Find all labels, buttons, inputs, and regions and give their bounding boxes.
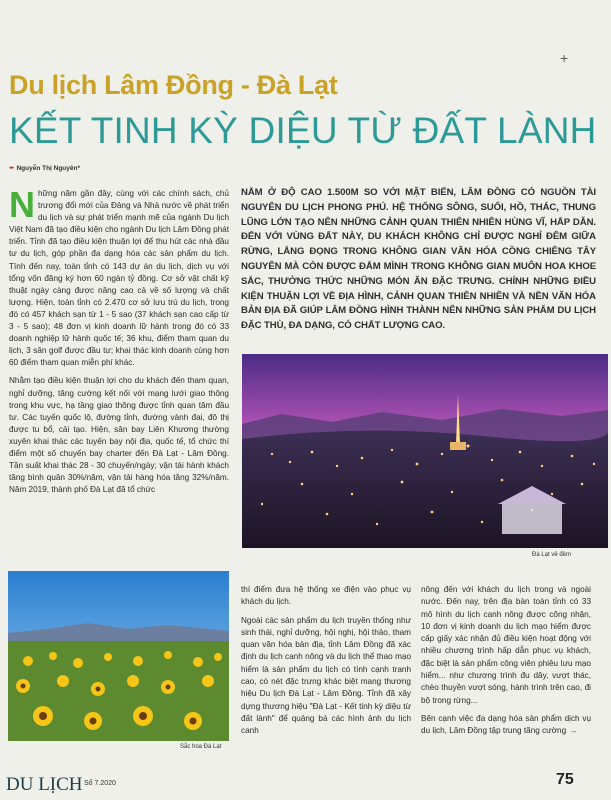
article-subtitle: KẾT TINH KỲ DIỆU TỪ ĐẤT LÀNH: [9, 110, 597, 151]
paragraph: Những năm gần đây, cùng với các chính sách, chủ trương đổi mới của Đảng và Nhà nước về phát triển du lịch và sự phát triển mạnh mẽ của ngành Du lịch Việt Nam đã tạo điều kiện cho ngành Du lịch Lâm Đồng phát triển. Tỉnh đã tạo điều kiện thuận lợi để thu hút các nhà đầu tư du lịch, góp phần đa dạng hóa các sản phẩm du lịch. Tính đến nay, toàn tỉnh có 143 dự án du lịch, dịch vụ với tổng vốn đăng ký hơn 60 ngàn tỷ đồng. Cơ sở vật chất kỹ thuật ngày càng được nâng cao cả về số lượng và chất lượng. Hiện, toàn tỉnh có 2.470 cơ sở lưu trú du lịch, trong đó có 457 khách sạn từ 1 - 5 sao (37 khách sạn cao cấp từ 3 - 5 sao); 48 đơn vị kinh doanh lữ hành trong đó có 33 doanh nghiệp lữ hành quốc tế; 36 khu, điểm tham quan du lịch, 3 sân golf được đầu tư; khai thác kinh doanh cùng hơn 60 điểm tham quan miễn phí khác.: [9, 184, 229, 368]
pen-icon: ✒: [9, 165, 15, 172]
paragraph: Bên cạnh việc đa dạng hóa sản phẩm dịch vụ du lịch, Lâm Đồng tập trung tăng cường →: [421, 713, 591, 736]
paragraph: Ngoài các sản phẩm du lịch truyền thống như sinh thái, nghỉ dưỡng, hội nghị, hội thảo, tham quan văn hóa bản địa, tỉnh Lâm Đồng đã xác định du lịch canh nông và du lịch thể thao mạo hiểm là sản phẩm du lịch có tính cạnh tranh cao, có nét đặc trưng khác biệt mang thương hiệu Du lịch Đà Lạt - Lâm Đồng. Tỉnh đã xây dựng thương hiệu "Đà Lạt - Kết tinh kỳ diệu từ đất lành" để quảng bá các hình ảnh du lịch canh: [241, 615, 411, 736]
continue-arrow-icon: →: [569, 726, 578, 736]
magazine-brand: DU LỊCH: [6, 774, 83, 795]
issue-number: Số 7.2020: [84, 780, 116, 787]
article-lead: NẰM Ở ĐỘ CAO 1.500M SO VỚI MẶT BIỂN, LÂM ĐỒNG CÓ NGUỒN TÀI NGUYÊN DU LỊCH PHONG PHÚ. HỆ THỐNG SÔNG, SUỐI, HỒ, THÁC, THUNG LŨNG LỚN TẠO NÊN NHỮNG CẢNH QUAN THIÊN NHIÊN HÙNG VĨ, HẤP DẪN. ĐẾN VỚI VÙNG ĐẤT NÀY, DU KHÁCH KHÔNG CHỈ ĐƯỢC NGHỈ ĐÊM GIỮA RỪNG, LẮNG ĐỌNG TRONG KHÔNG GIAN VĂN HÓA CỒNG CHIÊNG TÂY NGUYÊN MÀ CÒN ĐƯỢC ĐẮM MÌNH TRONG KHÔNG GIAN MUÔN HOA KHOE SẮC, THƯỞNG THỨC NHỮNG MÓN ĂN ĐẶC TRƯNG. CHÍNH NHỮNG ĐIỀU KIỆN THUẬN LỢI VỀ ĐỊA HÌNH, CẢNH QUAN THIÊN NHIÊN VÀ NỀN VĂN HÓA BẢN ĐỊA ĐÃ GIÚP LÂM ĐỒNG HÌNH THÀNH NÊN NHỮNG SẢN PHẨM DU LỊCH ĐẶC THÙ, ĐA DẠNG, CÓ CHẤT LƯỢNG CAO.: [241, 187, 596, 332]
paragraph: thí điểm đưa hệ thống xe điện vào phục vụ khách du lịch.: [241, 585, 411, 607]
dalat-night-photo: [242, 354, 608, 548]
column-left: [9, 184, 229, 502]
page-number: 75: [556, 771, 574, 788]
photo-caption: Sắc hoa Đà Lạt: [180, 744, 222, 750]
photo-caption: Đà Lạt về đêm: [532, 552, 572, 558]
author-name: Nguyễn Thị Nguyên*: [16, 165, 81, 172]
author-byline: [9, 164, 80, 172]
column-right: [421, 584, 591, 744]
sunflower-photo: [8, 571, 229, 741]
paragraph: Nhằm tạo điều kiện thuận lợi cho du khách đến tham quan, nghỉ dưỡng, tăng cường kết nối với mạng lưới giao thông trong khu vực, hạ tầng giao thông được tỉnh quan tâm đầu tư. Các tuyến quốc lộ, đường tỉnh, đường vành đai, đô thị được tu bổ, cải tạo. Hiện, sân bay Liên Khương thường xuyên khai thác các tuyến bay nội địa, quốc tế, tổ chức thí điểm một số chuyến bay charter đến Đà Lạt - Lâm Đồng. Tần suất khai thác 28 - 30 chuyến/ngày; vận tải hành khách tăng bình quân 30%/năm, vận tải hàng hóa tăng 32%/năm. Năm 2019, thành phố Đà Lạt đã tổ chức: [9, 376, 229, 495]
column-middle: [241, 584, 411, 744]
paragraph: nông đến với khách du lịch trong và ngoài nước. Đến nay, trên địa bàn toàn tỉnh có 33 mô hình du lịch canh nông được công nhận, 10 đơn vị kinh doanh du lịch mạo hiểm được cấp giấy xác nhận đủ điều kiện hoạt động với nhiều chương trình hấp dẫn phục vụ khách, đặc biệt là sản phẩm công viên phiêu lưu mạo hiểm... như chương trình đu dây, vượt thác, chèo thuyền vượt sóng, hành trình trên cao, đi bộ trong rừng...: [421, 585, 591, 705]
article-title: Du lịch Lâm Đồng - Đà Lạt: [9, 70, 338, 100]
dropcap: N: [9, 184, 35, 225]
plus-mark-icon: +: [560, 50, 569, 66]
